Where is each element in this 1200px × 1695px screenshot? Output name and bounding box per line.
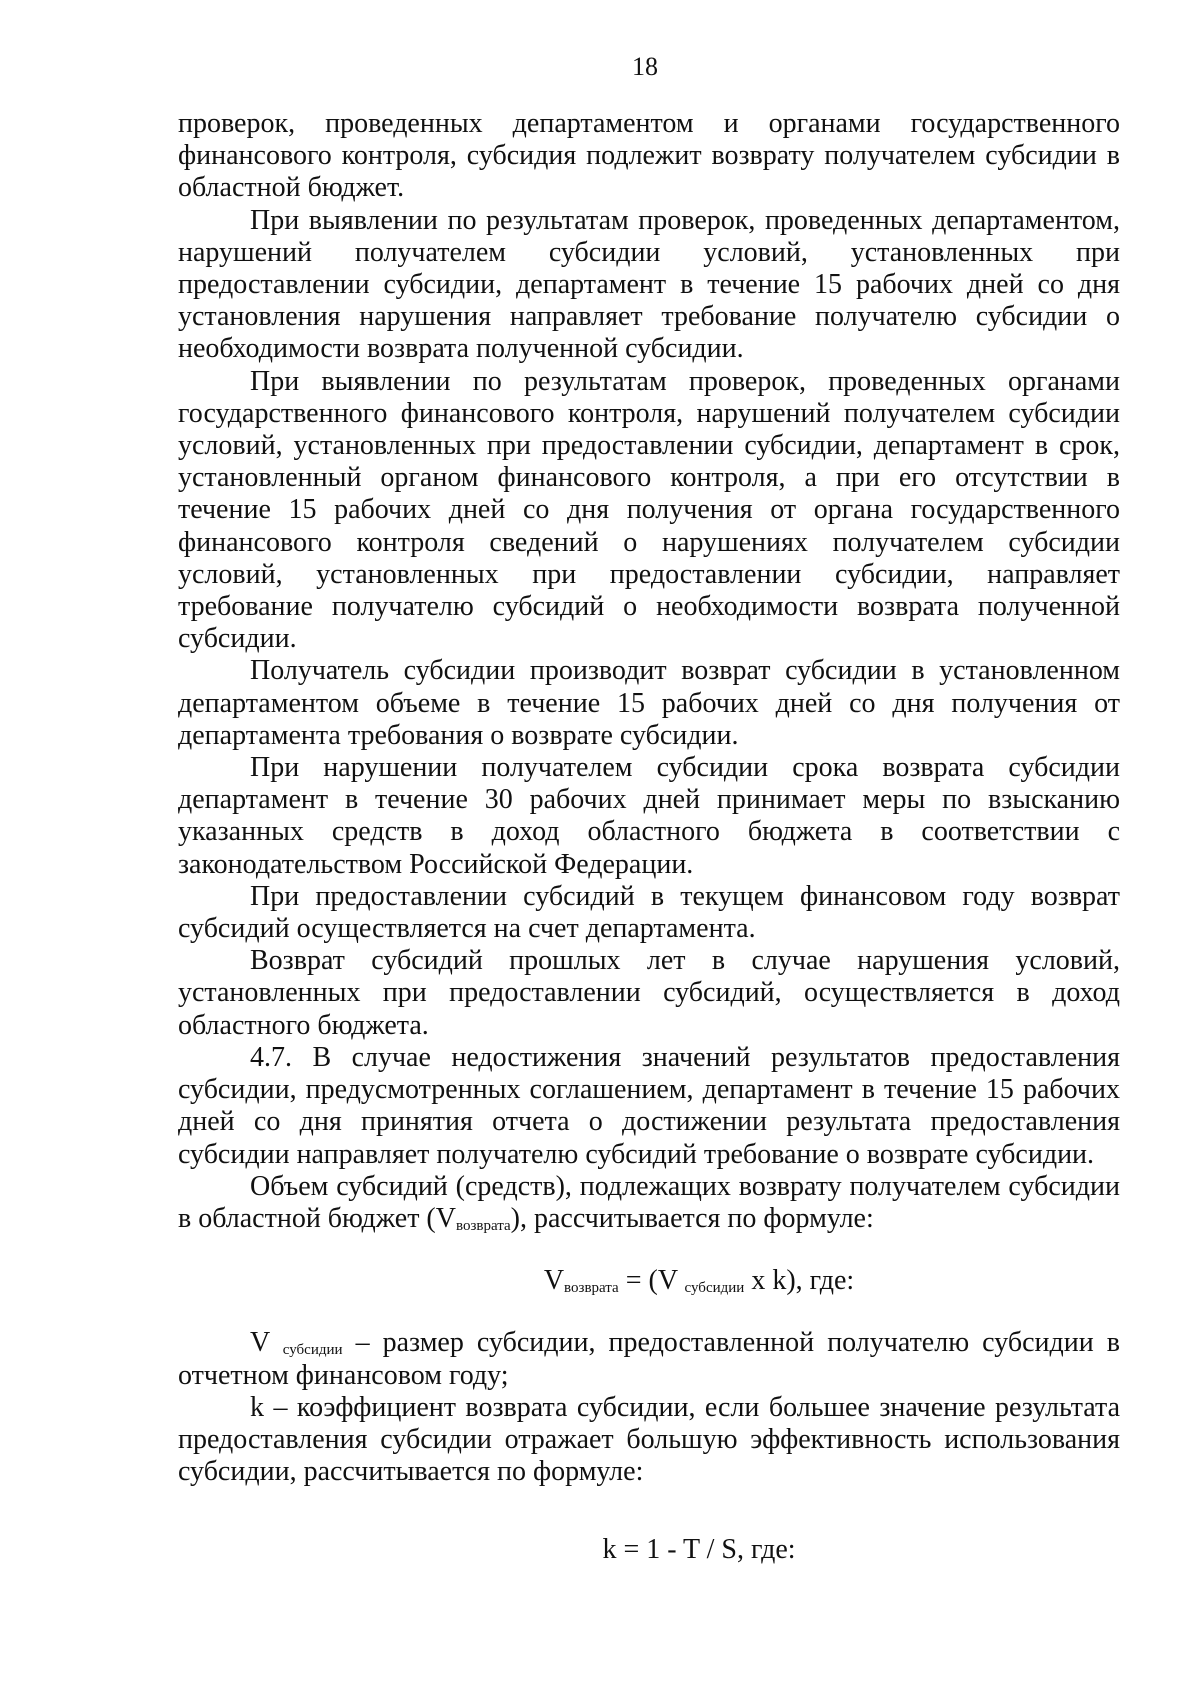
paragraph-return-violation: При нарушении получателем субсидии срока возврата субсидии департамент в течение 30 рабочих дней принимает меры по взысканию указанных средств в доход областного бюджета в соответствии с законодательством Российской Федерации. — [178, 752, 1120, 880]
paragraph-k-definition: k – коэффициент возврата субсидии, если большее значение результата предоставления субсидии отражает большую эффективность использования субсидии, рассчитывается по формуле: — [178, 1391, 1120, 1488]
formula-k: k = 1 - T / S, где: — [602, 1534, 796, 1566]
paragraph-v-subsidy-definition: V $_{субсидии}$ – размер субсидии, предоставленной получателю субсидии в отчетном финансовом году; — [178, 1327, 1120, 1391]
paragraph-previous-years-return: Возврат субсидий прошлых лет в случае нарушения условий, установленных при предоставлении субсидий, осуществляется в доход областного бюджета. — [178, 945, 1120, 1041]
paragraph-section-4-7: 4.7. В случае недостижения значений результатов предоставления субсидии, предусмотренных соглашением, департамент в течение 15 рабочих дней со дня принятия отчета о достижении результата предоставления субсидии направляет получателю субсидий требование о возврате субсидии. — [178, 1041, 1120, 1170]
page-number: 18 — [632, 52, 658, 81]
paragraph-continuation: проверок, проведенных департаментом и органами государственного финансового контроля, субсидия подлежит возврату получателем субсидии в областной бюджет. — [178, 108, 1120, 204]
paragraph-recipient-return: Получатель субсидии производит возврат субсидии в установленном департаментом объеме в течение 15 рабочих дней со дня получения от департамента требования о возврате субсидии. — [178, 655, 1120, 751]
document-body — [178, 108, 1120, 1597]
paragraph-return-volume: Объем субсидий (средств), подлежащих возврату получателем субсидии в областной бюджет $(V_{возврата})$, рассчитывается по формуле: — [178, 1170, 1120, 1234]
paragraph-department-checks: При выявлении по результатам проверок, проведенных департаментом, нарушений получателем субсидии условий, установленных при предоставлении субсидии, департамент в течение 15 рабочих дней со дня установления нарушения направляет требование получателю субсидии о необходимости возврата полученной субсидии. — [178, 204, 1120, 365]
paragraph-financial-control-checks: При выявлении по результатам проверок, проведенных органами государственного финансового контроля, нарушений получателем субсидии условий, установленных при предоставлении субсидии, департамент в срок, установленный органом финансового контроля, а при его отсутствии в течение 15 рабочих дней со дня получения от органа государственного финансового контроля сведений о нарушениях получателем субсидии условий, установленных при предоставлении субсидии, направляет требование получателю субсидий о необходимости возврата полученной субсидии. — [178, 365, 1120, 655]
paragraph-current-year-return: При предоставлении субсидий в текущем финансовом году возврат субсидий осуществляется на счет департамента. — [178, 880, 1120, 945]
formula-v-return: $V_{возврата} = (V$ $_{субсидии}$ x k), где: — [543, 1265, 855, 1297]
